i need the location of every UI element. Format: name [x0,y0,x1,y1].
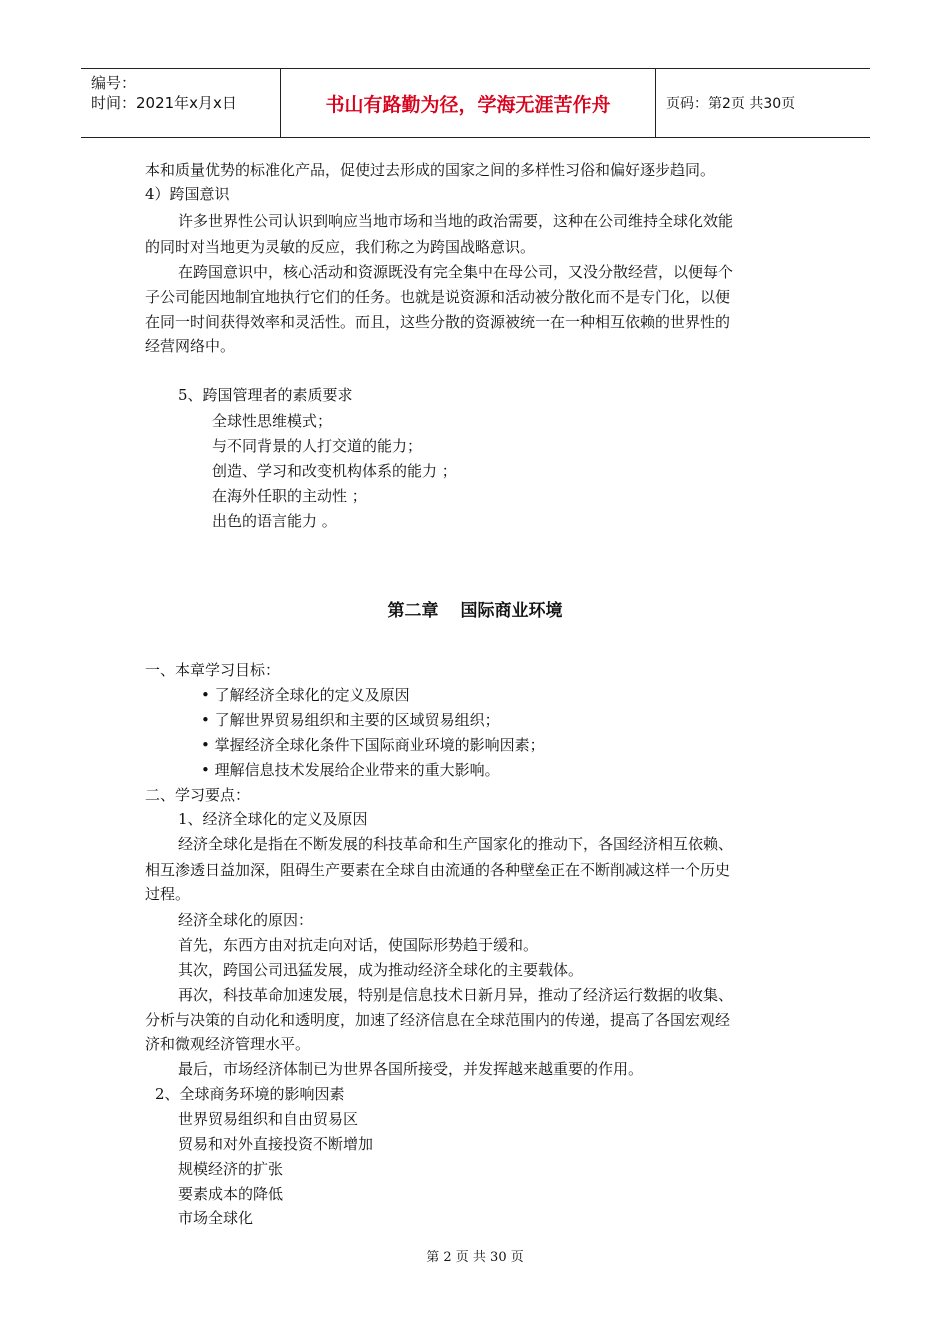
chapter-title [0,596,950,621]
paragraph-line: 首先，东西方由对抗走向对话，使国际形势趋于缓和。 [178,936,539,954]
list-item: 要素成本的降低 [178,1185,284,1203]
list-item: 贸易和对外直接投资不断增加 [178,1135,374,1153]
paragraph-line: 经济全球化是指在不断发展的科技革命和生产国家化的推动下，各国经济相互依赖、 [178,835,734,853]
section-heading: 二、学习要点： [145,786,251,804]
list-item: 市场全球化 [178,1209,254,1227]
page-footer: 第 2 页 共 30 页 [426,1250,524,1265]
chapter-name: 国际商业环境 [460,601,563,621]
paragraph-line: 分析与决策的自动化和透明度，加速了经济信息在全球范围内的传递，提高了各国宏观经 [145,1011,731,1029]
list-item: • 了解世界贸易组织和主要的区域贸易组织； [201,711,500,729]
list-item: 规模经济的扩张 [178,1160,284,1178]
subsection-heading: 1、经济全球化的定义及原因 [178,810,368,828]
paragraph-line: 的同时对当地更为灵敏的反应，我们称之为跨国战略意识。 [145,238,536,256]
header-motto: 书山有路勤为径，学海无涯苦作舟 [281,69,656,137]
section-heading: 4）跨国意识 [145,185,230,203]
paragraph-line: 子公司能因地制宜地执行它们的任务。也就是说资源和活动被分散化而不是专门化，以便 [145,288,731,306]
paragraph-line: 最后，市场经济体制已为世界各国所接受，并发挥越来越重要的作用。 [178,1060,644,1078]
paragraph-line: 其次，跨国公司迅猛发展，成为推动经济全球化的主要载体。 [178,961,584,979]
list-item: • 掌握经济全球化条件下国际商业环境的影响因素； [201,736,545,754]
code-label: 编号： [91,74,137,92]
list-item: 出色的语言能力 。 [212,512,337,530]
paragraph-line: 济和微观经济管理水平。 [145,1035,311,1053]
paragraph-line: 经营网络中。 [145,337,236,355]
list-item: 世界贸易组织和自由贸易区 [178,1110,359,1128]
paragraph-line: 在跨国意识中，核心活动和资源既没有完全集中在母公司，又没分散经营，以便每个 [178,263,734,281]
list-item: 在海外任职的主动性 ； [212,487,367,505]
chapter-number: 第二章 [387,601,439,621]
paragraph-line: 在同一时间获得效率和灵活性。而且，这些分散的资源被统一在一种相互依赖的世界性的 [145,313,731,331]
subsection-heading: 2、全球商务环境的影响因素 [155,1085,345,1103]
list-item: • 了解经济全球化的定义及原因 [201,686,410,704]
paragraph-line: 相互渗透日益加深，阻碍生产要素在全球自由流通的各种壁垒正在不断削减这样一个历史 [145,861,731,879]
list-item: 全球性思维模式； [212,412,333,430]
header-meta [81,69,281,137]
section-heading: 一、本章学习目标： [145,661,281,679]
paragraph-line: 过程。 [145,885,191,903]
date-line: 时间：2021年x月x日 [91,94,237,112]
paragraph-line: 再次，科技革命加速发展，特别是信息技术日新月异，推动了经济运行数据的收集、 [178,986,734,1004]
paragraph-line: 经济全球化的原因： [178,911,314,929]
page-header [81,68,870,138]
section-heading: 5、跨国管理者的素质要求 [178,386,353,404]
list-item: 与不同背景的人打交道的能力； [212,437,423,455]
list-item: • 理解信息技术发展给企业带来的重大影响。 [201,761,500,779]
list-item: 创造、学习和改变机构体系的能力 ； [212,462,457,480]
paragraph-line: 本和质量优势的标准化产品，促使过去形成的国家之间的多样性习俗和偏好逐步趋同。 [145,161,716,179]
header-page-info: 页码：第2页 共30页 [666,96,796,112]
paragraph-line: 许多世界性公司认识到响应当地市场和当地的政治需要，这种在公司维持全球化效能 [178,212,734,230]
